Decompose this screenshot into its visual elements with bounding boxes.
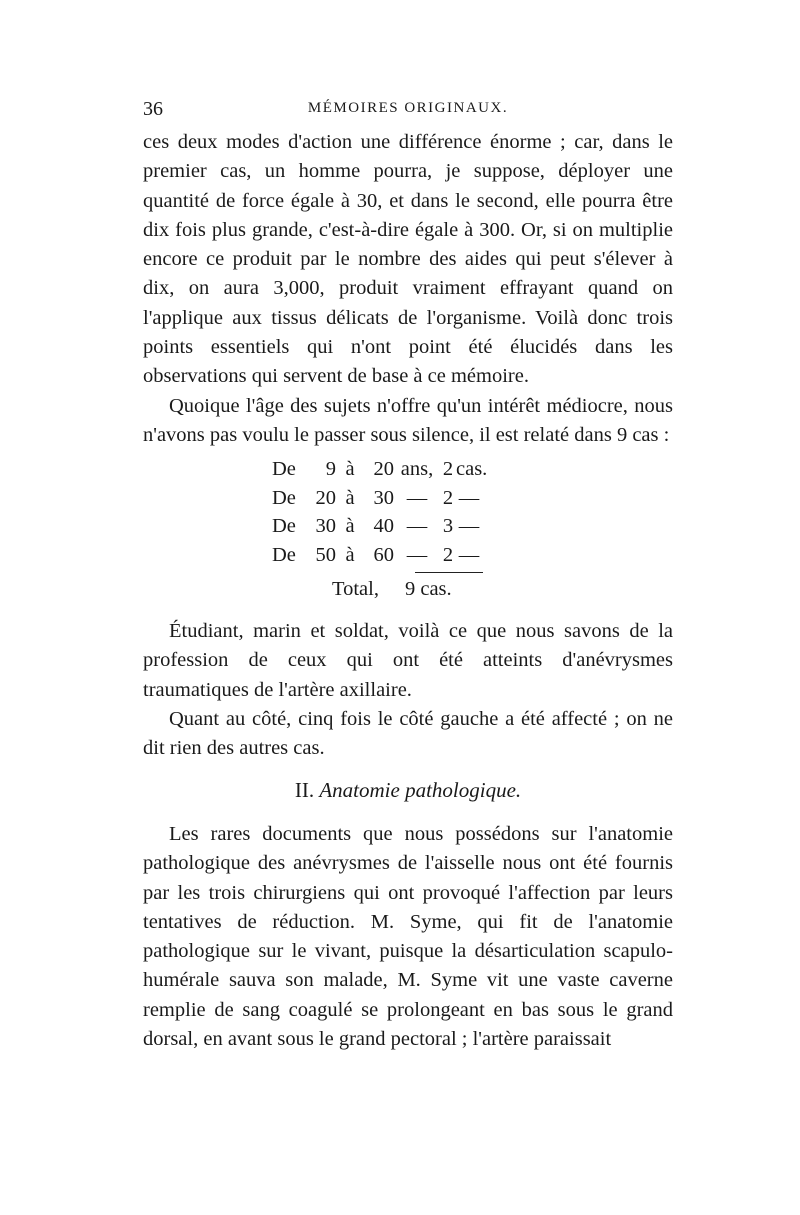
age-from: 9 bbox=[325, 458, 336, 480]
total-rule bbox=[415, 572, 483, 573]
age-from: 20 bbox=[315, 486, 336, 509]
age-count: 3 bbox=[442, 515, 454, 537]
paragraph-anatomy: Les rares documents que nous possédons sur l'anatomie pathologique des anévrysmes de l'aisselle nous ont été fournis par les trois chirurgiens qui ont provoqué l'affection par leurs tentatives de réduction. M. Syme, qui fit de l'anatomie pathologique sur le vivant, puisque la désarticulation scapulo-humérale sauva son malade, M. Syme vit une vaste caverne remplie de sang coagulé se prolongeant en bas sous le grand dorsal, en avant sous le grand pectoral ; l'artère paraissait bbox=[143, 823, 673, 1051]
age-row bbox=[272, 541, 482, 570]
age-count: 2 bbox=[442, 486, 454, 509]
age-unit: — bbox=[406, 515, 428, 537]
total-value: 9 cas. bbox=[404, 578, 452, 600]
page-header bbox=[143, 98, 673, 122]
age-tail: — bbox=[458, 515, 480, 537]
age-count: 2 bbox=[442, 543, 454, 566]
paragraph-side: Quant au côté, cinq fois le côté gauche a été affecté ; on ne dit rien des autres cas. bbox=[143, 707, 673, 760]
paragraph-continuation: ces deux modes d'action une différence énorme ; car, dans le premier cas, un homme pourra, je suppose, déployer une quantité de force égale à 30, et dans le second, elle pourra être dix fois plus grande, c'est-à-dire égale à 300. Or, si on multiplie encore ce produit par le nombre des aides qui peut s'élever à dix, on aura 3,000, produit vraiment effrayant quand on l'applique aux tissus délicats de l'organisme. Voilà donc trois points essentiels qui n'ont point été élucidés dans les observations qui servent de base à ce mémoire. bbox=[143, 131, 673, 388]
age-row bbox=[272, 512, 482, 541]
age-row bbox=[272, 455, 488, 484]
running-head: MÉMOIRES ORIGINAUX. bbox=[307, 100, 509, 116]
age-from: 30 bbox=[315, 515, 336, 537]
age-to: 30 bbox=[373, 486, 394, 509]
age-tail: — bbox=[458, 486, 480, 509]
text-block-2 bbox=[143, 617, 673, 763]
age-a: à bbox=[345, 458, 355, 480]
total-label: Total, bbox=[332, 578, 379, 600]
age-de: De bbox=[272, 515, 296, 537]
age-to: 20 bbox=[373, 458, 394, 480]
age-unit: — bbox=[406, 486, 428, 509]
section-heading bbox=[143, 778, 673, 803]
age-from: 50 bbox=[315, 543, 336, 566]
age-a: à bbox=[345, 515, 355, 537]
age-count: 2 bbox=[442, 458, 454, 480]
age-a: à bbox=[345, 486, 355, 509]
age-de: De bbox=[272, 543, 296, 566]
age-de: De bbox=[272, 458, 296, 480]
age-tail: cas. bbox=[456, 458, 488, 480]
text-block-3 bbox=[143, 820, 673, 1054]
section-number: II. bbox=[294, 778, 315, 802]
age-a: à bbox=[345, 543, 355, 566]
age-unit: — bbox=[406, 543, 428, 566]
paragraph-age: Quoique l'âge des sujets n'offre qu'un intérêt médiocre, nous n'avons pas voulu le passer sous silence, il est relaté dans 9 cas : bbox=[143, 394, 673, 446]
age-to: 40 bbox=[373, 515, 394, 537]
section-title: Anatomie pathologique. bbox=[319, 778, 522, 802]
paragraph-profession: Étudiant, marin et soldat, voilà ce que nous savons de la profession de ceux qui ont été atteints d'anévrysmes traumatiques de l'artère axillaire. bbox=[143, 620, 673, 701]
age-unit: ans, bbox=[400, 458, 434, 480]
page-number: 36 bbox=[143, 98, 163, 120]
text-block-1 bbox=[143, 128, 673, 450]
age-to: 60 bbox=[373, 543, 394, 566]
age-table bbox=[272, 455, 488, 569]
age-total bbox=[332, 578, 452, 601]
age-de: De bbox=[272, 486, 296, 509]
age-row bbox=[272, 484, 482, 513]
age-tail: — bbox=[458, 543, 480, 566]
